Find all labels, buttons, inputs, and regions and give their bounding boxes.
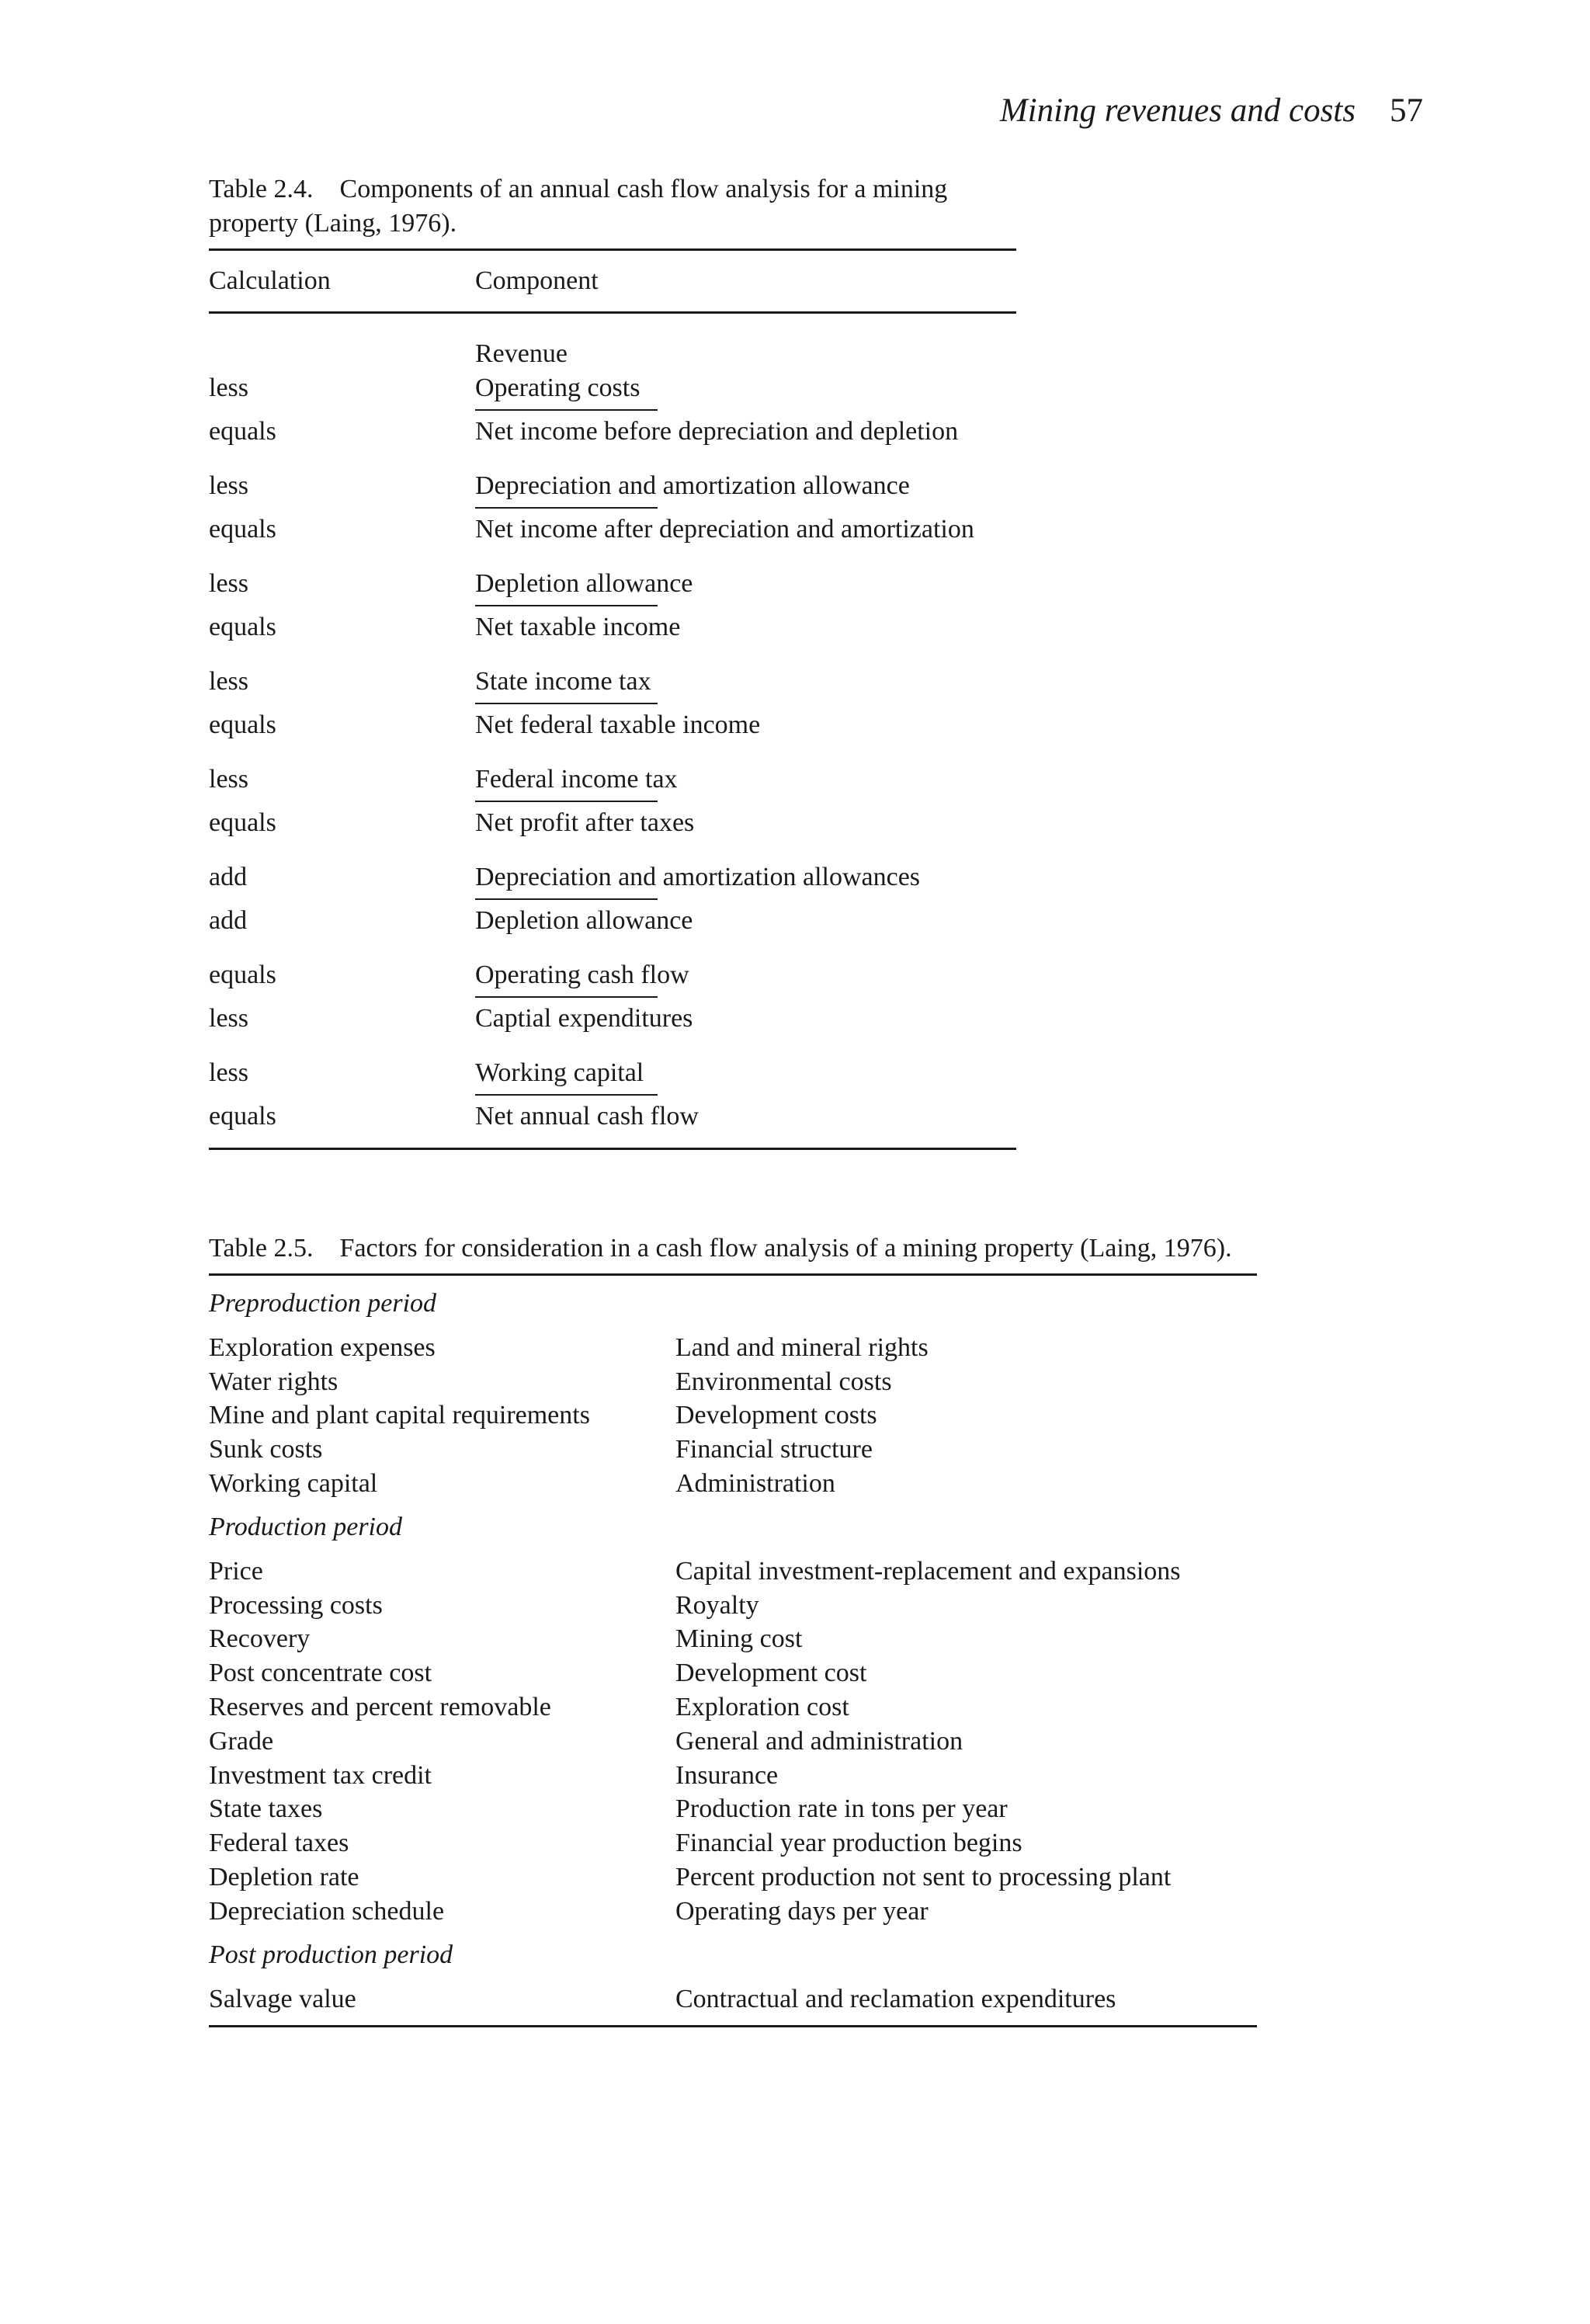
factor-left: Water rights bbox=[209, 1367, 338, 1396]
calc-cell: less bbox=[209, 765, 248, 794]
factor-right: Financial structure bbox=[675, 1435, 873, 1464]
calc-cell: less bbox=[209, 667, 248, 696]
table-row bbox=[209, 665, 1016, 699]
factor-right: Mining cost bbox=[675, 1624, 803, 1654]
factor-right: Exploration cost bbox=[675, 1692, 849, 1721]
component-cell: Depreciation and amortization allowance bbox=[475, 469, 910, 503]
factor-right: Development costs bbox=[675, 1401, 877, 1430]
factor-left: Mine and plant capital requirements bbox=[209, 1401, 590, 1430]
calc-cell: equals bbox=[209, 710, 276, 739]
factor-left: Post concentrate cost bbox=[209, 1659, 432, 1688]
caption-text: Factors for consideration in a cash flow analysis of a mining property (Laing, 1976). bbox=[339, 1234, 1232, 1263]
table-bottom-rule bbox=[209, 1148, 1016, 1150]
factor-left: Reserves and percent removable bbox=[209, 1692, 551, 1721]
factor-row bbox=[209, 1365, 1257, 1399]
table-2-4-caption bbox=[209, 172, 1016, 241]
factor-left: Depreciation schedule bbox=[209, 1896, 445, 1926]
component-cell: Depletion allowance bbox=[475, 567, 693, 601]
factor-left: Sunk costs bbox=[209, 1435, 323, 1464]
factor-row bbox=[209, 1467, 1257, 1501]
table-top-rule bbox=[209, 1273, 1257, 1276]
component-cell: Net income before depreciation and depletion bbox=[475, 417, 959, 446]
section-heading-postproduction: Post production period bbox=[209, 1940, 453, 1969]
component-cell: Net income after depreciation and amortization bbox=[475, 515, 974, 544]
factor-right: Development cost bbox=[675, 1659, 867, 1688]
factor-right: Contractual and reclamation expenditures bbox=[675, 1984, 1116, 2013]
factor-right: Production rate in tons per year bbox=[675, 1794, 1008, 1824]
component-cell: Revenue bbox=[475, 339, 568, 368]
calc-cell: equals bbox=[209, 613, 276, 641]
factor-right: Insurance bbox=[675, 1760, 779, 1790]
factor-row bbox=[209, 1826, 1257, 1860]
factor-left: Exploration expenses bbox=[209, 1332, 436, 1362]
column-header-component: Component bbox=[475, 266, 599, 295]
running-title: Mining revenues and costs bbox=[999, 92, 1356, 129]
factor-left: State taxes bbox=[209, 1794, 323, 1824]
table-row bbox=[209, 763, 1016, 797]
table-row bbox=[209, 904, 1016, 938]
factor-right: Percent production not sent to processing plant bbox=[675, 1862, 1172, 1892]
factor-left: Salvage value bbox=[209, 1984, 356, 2013]
factor-left: Processing costs bbox=[209, 1590, 383, 1620]
factor-right: Environmental costs bbox=[675, 1367, 892, 1396]
page-number: 57 bbox=[1390, 92, 1423, 129]
calc-cell: add bbox=[209, 863, 248, 891]
calc-cell: equals bbox=[209, 1102, 276, 1131]
factor-right: Land and mineral rights bbox=[675, 1332, 929, 1362]
factor-right: Royalty bbox=[675, 1590, 759, 1620]
component-cell: Operating costs bbox=[475, 371, 640, 405]
factor-row bbox=[209, 1690, 1257, 1725]
header-rule bbox=[209, 311, 1016, 314]
factor-right: Operating days per year bbox=[675, 1896, 929, 1926]
calc-cell: equals bbox=[209, 515, 276, 544]
factor-left: Grade bbox=[209, 1726, 274, 1756]
table-row bbox=[209, 371, 1016, 405]
table-header-row bbox=[209, 251, 1016, 311]
factor-left: Recovery bbox=[209, 1624, 311, 1654]
factor-row bbox=[209, 1895, 1257, 1929]
calc-cell: less bbox=[209, 471, 248, 500]
calc-cell: add bbox=[209, 906, 248, 935]
table-2-5-caption bbox=[209, 1231, 1257, 1266]
table-row bbox=[209, 512, 1016, 547]
table-row bbox=[209, 958, 1016, 992]
caption-text: Components of an annual cash flow analysis for a mining property (Laing, 1976). bbox=[209, 175, 948, 238]
component-cell: Net profit after taxes bbox=[475, 808, 695, 837]
component-cell: Depreciation and amortization allowances bbox=[475, 860, 920, 895]
factor-row bbox=[209, 1398, 1257, 1433]
table-row bbox=[209, 1056, 1016, 1090]
table-row bbox=[209, 708, 1016, 742]
factor-right: General and administration bbox=[675, 1726, 963, 1756]
factor-left: Price bbox=[209, 1556, 263, 1586]
table-row bbox=[209, 610, 1016, 644]
table-row bbox=[209, 860, 1016, 895]
factor-left: Depletion rate bbox=[209, 1862, 359, 1892]
column-header-calculation: Calculation bbox=[209, 266, 331, 295]
table-row bbox=[209, 337, 1016, 371]
calc-cell: equals bbox=[209, 417, 276, 446]
table-row bbox=[209, 415, 1016, 449]
component-cell: Captial expenditures bbox=[475, 1004, 693, 1033]
factor-row bbox=[209, 1860, 1257, 1895]
component-cell: Federal income tax bbox=[475, 763, 678, 797]
factor-row bbox=[209, 1555, 1257, 1589]
factor-right: Financial year production begins bbox=[675, 1829, 1022, 1858]
factor-row bbox=[209, 1725, 1257, 1759]
component-cell: State income tax bbox=[475, 665, 651, 699]
calc-cell: less bbox=[209, 569, 248, 598]
calc-cell: less bbox=[209, 1058, 248, 1087]
component-cell: Working capital bbox=[475, 1056, 644, 1090]
component-cell: Depletion allowance bbox=[475, 906, 693, 935]
factor-right: Capital investment-replacement and expansions bbox=[675, 1556, 1181, 1586]
section-heading-preproduction: Preproduction period bbox=[209, 1288, 437, 1318]
component-cell: Net annual cash flow bbox=[475, 1102, 699, 1131]
calc-cell: less bbox=[209, 1004, 248, 1033]
table-row bbox=[209, 1099, 1016, 1134]
factor-row bbox=[209, 1656, 1257, 1690]
calc-cell: less bbox=[209, 373, 248, 402]
factor-left: Federal taxes bbox=[209, 1829, 349, 1858]
factor-row bbox=[209, 1331, 1257, 1365]
table-2-5 bbox=[209, 1231, 1257, 2027]
factor-left: Working capital bbox=[209, 1468, 378, 1498]
component-cell: Net federal taxable income bbox=[475, 710, 761, 739]
caption-label: Table 2.5. bbox=[209, 1234, 314, 1263]
factor-row bbox=[209, 1433, 1257, 1467]
table-2-4 bbox=[209, 172, 1016, 1150]
table-row bbox=[209, 1002, 1016, 1036]
factor-left: Investment tax credit bbox=[209, 1760, 432, 1790]
table-bottom-rule bbox=[209, 2025, 1257, 2027]
factor-row bbox=[209, 1792, 1257, 1826]
factor-row bbox=[209, 1589, 1257, 1623]
caption-label: Table 2.4. bbox=[209, 175, 314, 203]
table-row bbox=[209, 469, 1016, 503]
factor-row bbox=[209, 1982, 1257, 2017]
calc-cell: equals bbox=[209, 961, 276, 989]
factor-row bbox=[209, 1759, 1257, 1793]
component-cell: Net taxable income bbox=[475, 613, 681, 641]
running-header bbox=[1000, 92, 1423, 130]
section-heading-production: Production period bbox=[209, 1512, 402, 1541]
factor-right: Administration bbox=[675, 1468, 835, 1498]
component-cell: Operating cash flow bbox=[475, 958, 689, 992]
table-row bbox=[209, 567, 1016, 601]
table-row bbox=[209, 806, 1016, 840]
calc-cell: equals bbox=[209, 808, 276, 837]
factor-row bbox=[209, 1622, 1257, 1656]
